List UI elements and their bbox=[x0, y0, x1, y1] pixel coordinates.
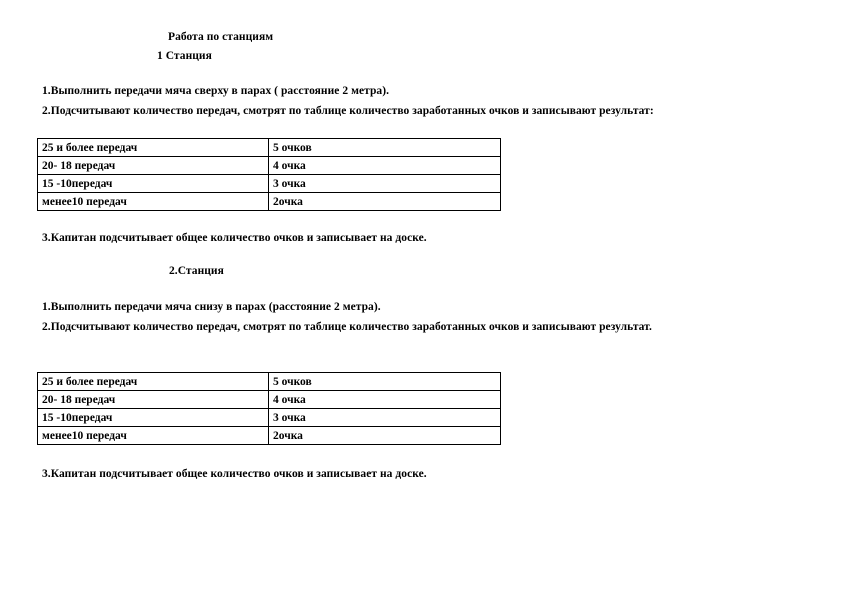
station-1-heading: 1 Станция bbox=[157, 50, 212, 62]
table-row bbox=[38, 175, 501, 193]
table-row bbox=[38, 139, 501, 157]
points-cell: 5 очков bbox=[269, 139, 501, 157]
passes-cell: менее10 передач bbox=[38, 427, 269, 445]
passes-cell: 15 -10передач bbox=[38, 175, 269, 193]
points-cell: 3 очка bbox=[269, 409, 501, 427]
points-cell: 4 очка bbox=[269, 157, 501, 175]
table-row bbox=[38, 193, 501, 211]
station-1-item-1: 1.Выполнить передачи мяча сверху в парах ( расстояние 2 метра). bbox=[42, 85, 390, 97]
station-1-score-table bbox=[37, 138, 501, 211]
station-1-item-2: 2.Подсчитывают количество передач, смотрят по таблице количество заработанных очков и записывают результат: bbox=[42, 105, 654, 117]
page-title: Работа по станциям bbox=[168, 31, 274, 43]
points-cell: 2очка bbox=[269, 193, 501, 211]
station-2-final: 3.Капитан подсчитывает общее количество очков и записывает на доске. bbox=[42, 468, 427, 480]
passes-cell: 25 и более передач bbox=[38, 373, 269, 391]
table-row bbox=[38, 391, 501, 409]
table-row bbox=[38, 409, 501, 427]
station-2-item-1: 1.Выполнить передачи мяча снизу в парах (расстояние 2 метра). bbox=[42, 301, 381, 313]
passes-cell: 25 и более передач bbox=[38, 139, 269, 157]
points-cell: 3 очка bbox=[269, 175, 501, 193]
passes-cell: 20- 18 передач bbox=[38, 157, 269, 175]
points-cell: 2очка bbox=[269, 427, 501, 445]
station-2-item-2: 2.Подсчитывают количество передач, смотрят по таблице количество заработанных очков и записывают результат. bbox=[42, 321, 652, 333]
station-2-score-table bbox=[37, 372, 501, 445]
station-1-final: 3.Капитан подсчитывает общее количество очков и записывает на доске. bbox=[42, 232, 427, 244]
passes-cell: менее10 передач bbox=[38, 193, 269, 211]
points-cell: 4 очка bbox=[269, 391, 501, 409]
points-cell: 5 очков bbox=[269, 373, 501, 391]
station-2-heading: 2.Станция bbox=[169, 265, 224, 277]
table-row bbox=[38, 157, 501, 175]
table-row bbox=[38, 373, 501, 391]
passes-cell: 15 -10передач bbox=[38, 409, 269, 427]
table-row bbox=[38, 427, 501, 445]
passes-cell: 20- 18 передач bbox=[38, 391, 269, 409]
